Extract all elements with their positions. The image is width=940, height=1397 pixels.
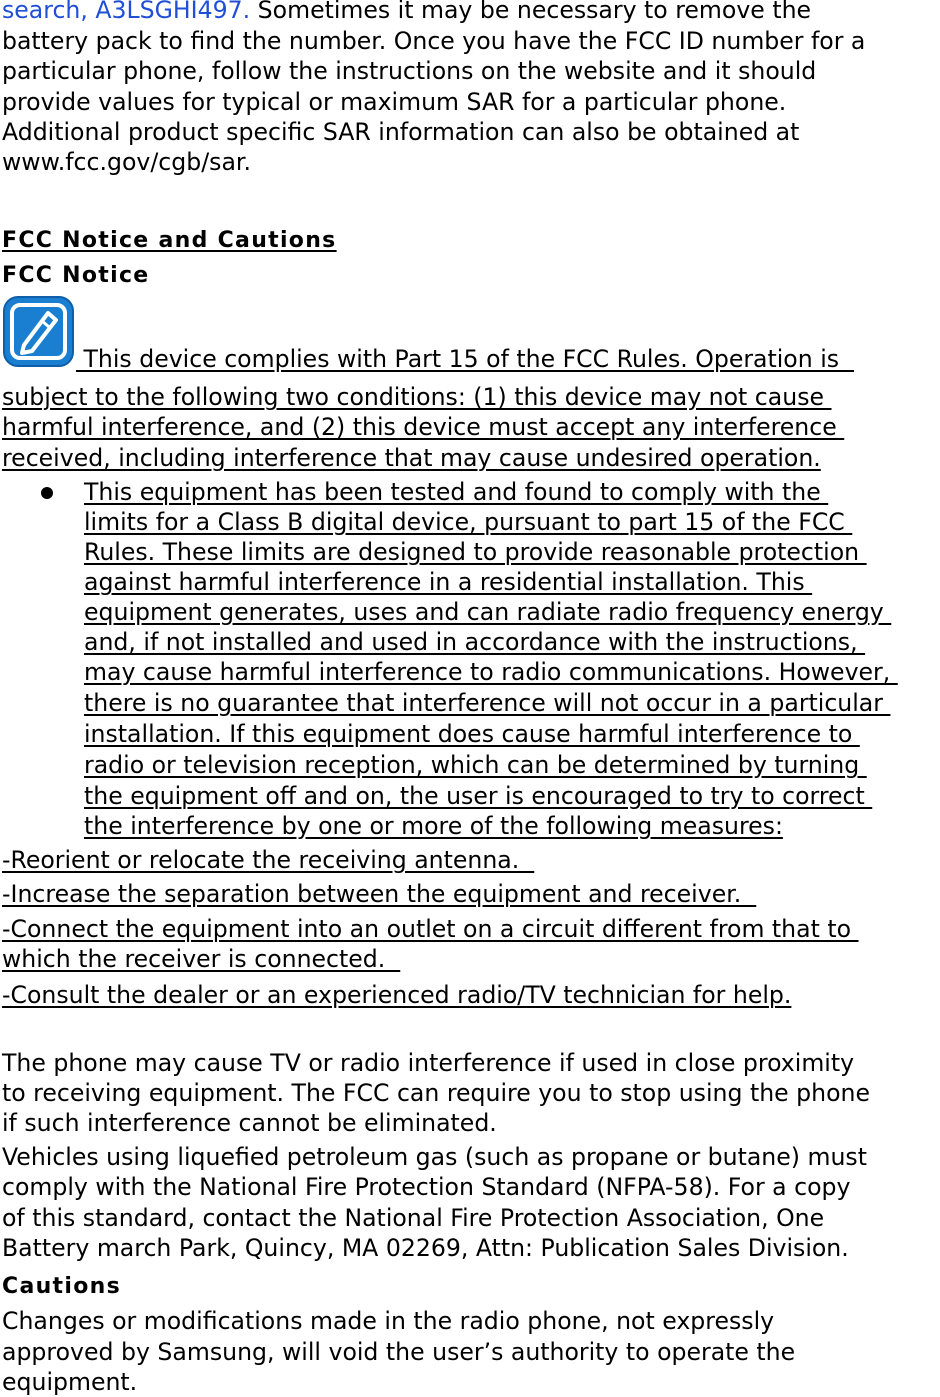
paragraph-line: The phone may cause TV or radio interference if used in close proximity bbox=[2, 1049, 855, 1077]
bullet-line: there is no guarantee that interference will not occur in a particular bbox=[84, 689, 891, 717]
bullet-line: limits for a Class B digital device, pursuant to part 15 of the FCC bbox=[84, 508, 853, 536]
bullet-line: installation. If this equipment does cause harmful interference to bbox=[84, 720, 860, 748]
fcc-notice-heading: FCC Notice bbox=[2, 263, 150, 288]
bullet-line: against harmful interference in a residential installation. This bbox=[84, 568, 813, 596]
bullet-line: and, if not installed and used in accordance with the instructions, bbox=[84, 628, 866, 656]
intro-line: provide values for typical or maximum SAR for a particular phone. bbox=[2, 88, 787, 116]
bullet-line: the interference by one or more of the following measures: bbox=[84, 812, 783, 840]
fcc-notice-line: received, including interference that may cause undesired operation. bbox=[2, 444, 821, 472]
paragraph-line: of this standard, contact the National Fire Protection Association, One bbox=[2, 1204, 825, 1232]
cautions-line: approved by Samsung, will void the user’s authority to operate the bbox=[2, 1338, 796, 1366]
measure-item: -Connect the equipment into an outlet on a circuit different from that to bbox=[2, 915, 859, 943]
measure-item: -Consult the dealer or an experienced radio/TV technician for help. bbox=[2, 981, 792, 1009]
fcc-id-search-link[interactable]: search, A3LSGHI497. bbox=[2, 0, 251, 24]
intro-line-rest: Sometimes it may be necessary to remove the bbox=[250, 0, 812, 24]
measure-item: -Increase the separation between the equipment and receiver. bbox=[2, 880, 757, 908]
cautions-line: equipment. bbox=[2, 1368, 138, 1396]
bullet-line: equipment generates, uses and can radiate radio frequency energy bbox=[84, 598, 892, 626]
bullet-line: may cause harmful interference to radio communications. However, bbox=[84, 658, 898, 686]
bullet-icon bbox=[41, 487, 53, 499]
bullet-line: Rules. These limits are designed to provide reasonable protection bbox=[84, 538, 867, 566]
bullet-line: the equipment off and on, the user is encouraged to try to correct bbox=[84, 782, 873, 810]
paragraph-line: comply with the National Fire Protection Standard (NFPA-58). For a copy bbox=[2, 1173, 851, 1201]
bullet-line: radio or television reception, which can be determined by turning bbox=[84, 751, 867, 779]
cautions-heading: Cautions bbox=[2, 1274, 121, 1299]
fcc-notice-line: harmful interference, and (2) this device must accept any interference bbox=[2, 413, 845, 441]
paragraph-line: Battery march Park, Quincy, MA 02269, Attn: Publication Sales Division. bbox=[2, 1234, 849, 1262]
measure-item: which the receiver is connected. bbox=[2, 945, 401, 973]
paragraph-line: to receiving equipment. The FCC can require you to stop using the phone bbox=[2, 1079, 870, 1107]
note-pencil-icon bbox=[2, 295, 75, 368]
intro-line: Additional product specific SAR information can also be obtained at bbox=[2, 118, 800, 146]
bullet-line: This equipment has been tested and found to comply with the bbox=[84, 478, 829, 506]
fcc-notice-first-line: This device complies with Part 15 of the FCC Rules. Operation is bbox=[76, 345, 855, 373]
measure-item: -Reorient or relocate the receiving antenna. bbox=[2, 846, 535, 874]
fcc-notice-line: subject to the following two conditions: (1) this device may not cause bbox=[2, 383, 832, 411]
intro-line bbox=[2, 0, 811, 25]
intro-line: www.fcc.gov/cgb/sar. bbox=[2, 148, 251, 176]
intro-line: particular phone, follow the instructions on the website and it should bbox=[2, 57, 817, 85]
cautions-line: Changes or modifications made in the radio phone, not expressly bbox=[2, 1307, 775, 1335]
paragraph-line: Vehicles using liquefied petroleum gas (such as propane or butane) must bbox=[2, 1143, 867, 1171]
section-title: FCC Notice and Cautions bbox=[2, 228, 337, 253]
paragraph-line: if such interference cannot be eliminated. bbox=[2, 1109, 497, 1137]
intro-line: battery pack to find the number. Once you have the FCC ID number for a bbox=[2, 27, 866, 55]
